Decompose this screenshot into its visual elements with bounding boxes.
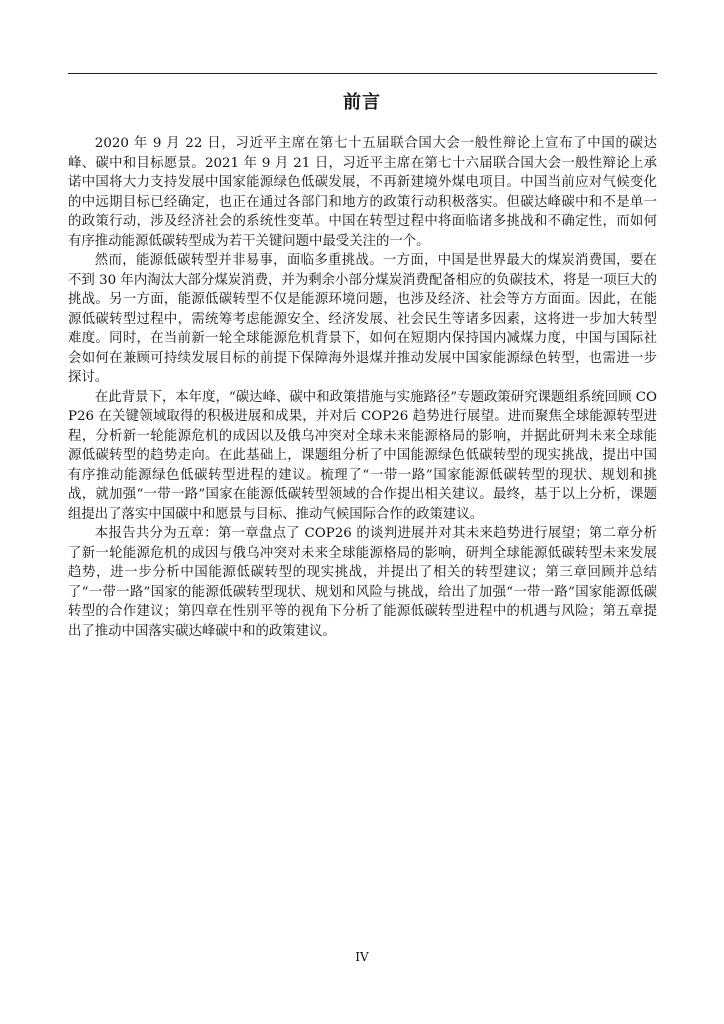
paragraph-2: 然而，能源低碳转型并非易事，面临多重挑战。一方面，中国是世界最大的煤炭消费国，要在不到 30 年内淘汰大部分煤炭消费，并为剩余小部分煤炭消费配备相应的负碳技术，将是一项巨大的挑战。另一方面，能源低碳转型不仅是能源环境问题，也涉及经济、社会等方方面面。因此，在能源低碳转型过程中，需统筹考虑能源安全、经济发展、社会民生等诸多因素，这将进一步加大转型难度。同时，在当前新一轮全球能源危机背景下，如何在短期内保持国内减煤力度，中国与国际社会如何在兼顾可持续发展目标的前提下保障海外退煤并推动发展中国家能源绿色转型，也需进一步探讨。 — [68, 253, 657, 385]
page-title: 前言 — [343, 92, 381, 113]
paragraph-3: 在此背景下，本年度，“碳达峰、碳中和政策措施与实施路径”专题政策研究课题组系统回顾 COP26 在关键领域取得的积极进展和成果，并对后 COP26 趋势进行展望。进而聚焦全球能源转型进程，分析新一轮能源危机的成因以及俄乌冲突对全球未来能源格局的影响，并据此研判未来全球能源低碳转型的趋势走向。在此基础上，课题组分析了中国能源绿色低碳转型的现实挑战，提出中国有序推动能源绿色低碳转型进程的建议。梳理了“一带一路”国家能源低碳转型的现状、规划和挑战，就加强“一带一路”国家在能源低碳转型领域的合作提出相关建议。最终，基于以上分析，课题组提出了落实中国碳中和愿景与目标、推动气候国际合作的政策建议。 — [68, 389, 657, 522]
header-rule — [68, 73, 657, 74]
body-text — [68, 134, 657, 641]
page-number: IV — [355, 950, 369, 964]
paragraph-1: 2020 年 9 月 22 日，习近平主席在第七十五届联合国大会一般性辩论上宣布了中国的碳达峰、碳中和目标愿景。2021 年 9 月 21 日，习近平主席在第七十六届联合国大会一般性辩论上承诺中国将大力支持发展中国家能源绿色低碳发展，不再新建境外煤电项目。中国当前应对气候变化的中远期目标已经确定，也正在通过各部门和地方的政策行动积极落实。但碳达峰碳中和不是单一的政策行动，涉及经济社会的系统性变革。中国在转型过程中将面临诸多挑战和不确定性，而如何有序推动能源低碳转型成为若干关键问题中最受关注的一个。 — [68, 136, 657, 249]
paragraph-4: 本报告共分为五章：第一章盘点了 COP26 的谈判进展并对其未来趋势进行展望；第二章分析了新一轮能源危机的成因与俄乌冲突对未来全球能源格局的影响，研判全球能源低碳转型未来发展趋势，进一步分析中国能源低碳转型的现实挑战，并提出了相关的转型建议；第三章回顾并总结了“一带一路”国家的能源低碳转型现状、规划和风险与挑战，给出了加强“一带一路”国家能源低碳转型的合作建议；第四章在性别平等的视角下分析了能源低碳转型进程中的机遇与风险；第五章提出了推动中国落实碳达峰碳中和的政策建议。 — [68, 526, 657, 639]
